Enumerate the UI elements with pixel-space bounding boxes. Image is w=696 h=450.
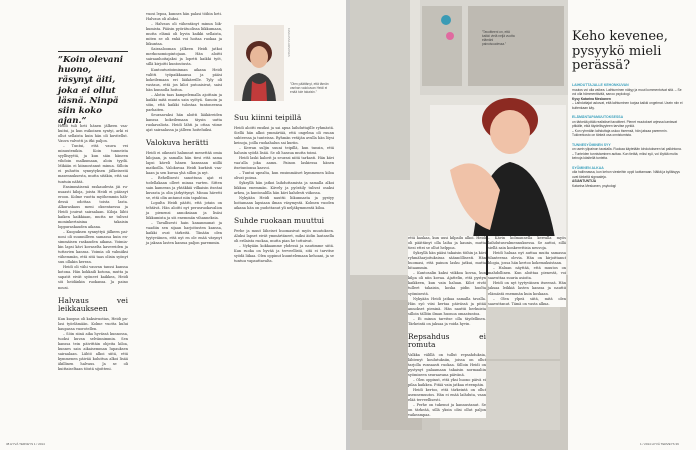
- subheading: Suu kiinni teipillä: [234, 113, 302, 122]
- sidebar-section-heading: TUNNESYÖMINEN SYY: [572, 142, 611, 147]
- paragraph: – Olen oppinut, että yksi huono päivä ei pilaa kaikkea. Pitää vain jatkaa eteenpäin.: [408, 378, 486, 388]
- paragraph: Syksyllä hän jatkoi laihduttamista ja samalla alkoi liikkua enemmän. Kävely ja pyöräily tulivat osaksi arkea, ja kuntosalilla hän kävi kahdesti viikossa.: [234, 181, 334, 196]
- paragraph: – Tavallisesti hain kananmunat ja vaadiin sen sijaan harjoitusten kanssa, kaikki ovat tärkeitä. Tänään olen tyytyväinen, että nyt en ole enää väsynyt ja jaksan lasten kanssa paljon paremmin.: [146, 221, 222, 246]
- paragraph: – Halvaus oli vähentänyt minun liikkumista. Pääsin pyörätuolissa liikkumaan, mutta elämä oli hyvin kaikki sellaista, miten se oli enkä voi hoitaa ruokaa ja liikuntaa.: [146, 22, 222, 47]
- sidebar-paragraph: on tärkeää pitää realistiset tavoitteet. Pienet muutokset arjessa kantavat pitkälle, eikä täydellisyyteen tarvitse pyrkiä.: [572, 119, 678, 128]
- paragraph: Nykyään Heidi jatkaa samalla tavalla. Hän syö viisi kertaa päivässä ja pitää annokset pieninä. Hän nauttii herkuista silloin tällöin ilman huonoa omaatuntoa.: [408, 296, 486, 316]
- kitchen-photo-caption: ”Tavoitteeni on, että kaikki vielä neljä vuotta elämäni painoisuudessa.”: [482, 30, 515, 46]
- paragraph: – Kuopuksen synnyttyä jälkeen painoni oli suunnilleen samassa kuin ensimmäisen raskauden aikana. Voimiakin lapsi kävi kovaselta kavereiden ja tuttavien kanssa. Voimia oli valmiiksi vähemmän, että sitä taas olisin syönyt suu ollakin kerran.: [58, 229, 128, 265]
- paragraph: Heidi haluaa nyt auttaa muita samassa tilanteessa olevia. Hän on kirjoittanut blogia, jossa hän kertoo kokemuksistaan.: [488, 251, 566, 266]
- sidebar-byline: Kysy Katarina Meskanen: [572, 96, 611, 101]
- sidebar-paragraph: olla hallinnassa, kun kehon viesteihin oppii luottamaan. Nälkä ja kylläisyys ovat tärkeitä signaaleja.: [572, 170, 680, 179]
- sidebar-paragraph: muutos voi olla vaikea. Laihtuminen näkyy ja muut kommentoivat sitä. – Se voi olla hämmentävää, sanoo psykologi.: [572, 87, 682, 96]
- paragraph: – Kuntosalin kaksi viikkoa kovaa, kun kilpa oli niin kovaa. Ajattelin, että pystyn kaikkeen, kun vain haluan. Kilot eivät tulleet takaisin, koska pidin huolta syömisestä.: [408, 271, 486, 296]
- paragraph: Ensimmäisenä raskaudesta jäi runsaasti kiloja, joista Heidi ei päässyt eroon. Kolme vuotta myöhemmin hähdessä odottaa toista lasta. Alkuraskaus meni oksentaessa ja Heidi jouivat sairaalaan. Kiloja lähti kaiken kaikkiaan, mutta ne tulivat moninkertaisina takaisin loppuraskauden aikana.: [58, 184, 128, 229]
- subheading: Repsahdus ei romuta: [408, 331, 486, 350]
- sidebar-section-heading: ELÄMÄNTAPAMUUTOKSESSA: [572, 115, 624, 119]
- left-column-3: [234, 108, 334, 264]
- sidebar-section-heading: SYÖMINEN ALKAA: [572, 165, 604, 170]
- pullquote-rule: [58, 51, 128, 52]
- paragraph: Sairaalooman jälkeen Heidi jatkoi merkonomiopintojaan. Hän aloitti sairaanhoitajaksi ja lopetti kaikki työt, sillä kirjoitti kuntoutusta.: [146, 47, 222, 67]
- paragraph: – Tuntui upealta, kun ensimmäiset kymmenen kiloa olivat poissa.: [234, 170, 334, 180]
- subheading: Suhde ruokaan muuttui: [234, 216, 325, 226]
- paragraph: – Ei minun tarvitse olla täydellinen. Tärkeintä on jaksaa ja voida hyvin.: [408, 316, 486, 326]
- paragraph: Heidi oli vähi vauvan tanssi kanssa kotona. Hän kokkaili kotona, mutta ja sapatit eivät syöneet kaikkea, Heidi söi heidänkin ruokansa. Ja paino nousi.: [58, 265, 128, 290]
- left-column-1: [58, 124, 128, 372]
- paragraph: Seuraavaksi hän aloitti lääkäreiden kanssa kokeilemaan täysin uutta ruokavaliota. Heidi lähti ja ottaa viime ajat sairaalassa ja jälleen hoiteluiksi.: [146, 112, 222, 133]
- left-page: [0, 0, 346, 450]
- paragraph: – Haluan näyttää, että muutos on mahdollinen. Kun aloittaa pienestä, voi saavuttaa suuria asioita.: [488, 266, 566, 281]
- sidebar-section-heading: LAIHDUTTAJALLE KEHONKUVAN: [572, 83, 629, 87]
- paragraph: vuosi lepoa, kunnes hän palasi töihin heti. Halvaus oli aluksi.: [146, 12, 222, 22]
- article-headline: Keho kevenee, pysyykö mieli perässä?: [572, 29, 668, 73]
- left-footer: 38 HYVÄ TERVEYS 1 / 2014: [6, 442, 45, 446]
- left-column-2: [146, 12, 222, 247]
- paragraph: Heidi laski kalorit ja seurasi niitä tarkasti. Hän kävi vaa'alla joka aamu. Painon laskiessa hänen itsetuntonsa kasvoi.: [234, 155, 334, 170]
- paragraph: Syksyllä hän pääsi takaisin töihin ja kävi ryhmäharjoituksissa säännöllisesti. Hän huomasi, että painon lasku jatkui, mutta hitaammin.: [408, 251, 486, 271]
- paragraph: – Kerran suljin suuni teipillä, kun tunsin, että halusin syödä lisää. Se oli hassua mutta toimi.: [234, 145, 334, 155]
- photo-credit: KUVA ANNA HIRVONEN: [287, 28, 290, 57]
- sidebar-byline: ASIANTUNTIJA: [572, 179, 597, 183]
- paragraph: Heidi ei oikeasti halunnut menettää omia kilojaan, ja samalla hän tiesi että sama lapsi käveli hänen kanssaan niillä matkoilla. Valokuvaa Heidi kurkisti vaakaan ja sen kuvaa yhä sillon ja nyt.: [146, 150, 222, 175]
- right-footer: 1 / 2014 HYVÄ TERVEYS 39: [640, 442, 679, 446]
- paragraph: Heidi on nyt tyytyväinen itseensä. Hän jaksaa leikkiä lasten kanssa ja nauttii elämästä enemmän kuin koskaan.: [488, 281, 566, 296]
- sidebar-paragraph: – Laihduttajat uskovat, että laihtuminen korjaa kaikki ongelmat. Usein niin ei kuitenkaan käy.: [572, 101, 683, 110]
- subheading: Valokuva herätti: [146, 138, 209, 148]
- sidebar-paragraph: – Tunteiden tunnistaminen auttaa. Kun tietää, miksi syö, voi löytää muita keinoja käsitellä tunteita.: [572, 151, 678, 160]
- paragraph: Lopulta Heidi päätti, että jotain on tehtävä. Hän aloitti nyt perusruokavalion ja pienensi annoksiaan ja lisäsi liikkumista ja söi enemmän vihanneksia.: [146, 201, 222, 221]
- paragraph: Kun kuopus oli kaksivuotias, Heidi palasi työelämään. Kolme vuotta kului kaupassa vuorotellen.: [58, 316, 128, 331]
- paragraph: – Nykyään kokkaamme yhdessä ja nautimme siitä. Kun ruoka on hyvää ja terveellistä, sitä ei tarvitse syödä liikaa. Olen oppinut kuuntelemaan kehoani, ja se tuntuu vapauttavalta.: [234, 243, 334, 264]
- portrait-photo-image: [234, 25, 284, 101]
- right-column-2: [488, 236, 566, 307]
- paragraph: Nykyään Heidi nauttii liikunnasta ja pystyy hoitamaan lapsiaan ilman väsymystä. Kolmen vuoden aikana hän on pudottanut yli neljäkymmentä kiloa.: [234, 196, 334, 211]
- paragraph: Kuntoutustoiminnan aikana Heidi valitti työpaikkaansa ja pääsi kokeilemaan eri lääkäreille. Tyly oli vastaus, että jos kilot putoaisivat, saisi hän kunnolla hoitoa.: [146, 67, 222, 92]
- paragraph: Valkka välillä on tullut repsahduksia, lähtenyt koulutuksiin, joissa on ollut tarjolla runsaasti ruokaa. Silloin Heidi on pystynyt palaamaan takaisin normaaliin syömiseen seuraavana päivänä.: [408, 352, 486, 378]
- expert-sidebar: [572, 78, 684, 188]
- sidebar-paragraph: Katarina Meskanen, psykologi: [572, 183, 616, 188]
- paragraph: – Kävin kolmannella kerralla myös laihdutusvalmennuksessa. Se auttoi, sillä siellä sain konkreettisia neuvoja.: [488, 236, 566, 251]
- paragraph: – Alotin taas kampelemalla ajoittain ja kaikki mitä muuta sain syötyä. Sanoin ja söin, että kaikki tulostaa tuntoneensa parhaiten.: [146, 92, 222, 112]
- subheading: Halvaus vei leikkaukseen: [58, 295, 128, 314]
- paragraph: että kaukaa, kun uusi kilpailu alkoi. Heidi oli päättänyt olla laiha ja kaunis, mutta tiesi ettei se ollut helppoa.: [408, 236, 486, 251]
- paragraph: – Rehellisesti sanottuna ajat ei todellakaan olleet minua varten. Sitten sain kameran ja yhtäkkiä vilkaisin itseäni kuvasta ja olin järkyttynyt. Minua hävetti se, että olin antanut niin tapahtua.: [146, 175, 222, 201]
- paragraph: – Söin siinä aika hyvässä kunnossa, tuoksi kuvan selvännimmin. Sen kanssa tein päivittäin ohjeita kiloa, kunnes sain aikaisemman lupauksen sairaalaan. Lähtö alkoi siitä, että kymmenen päivää kuluttua alkoi lisää äkillinen halvaus. Ja se oli kuittaiseltaan töistä sijoitteni.: [58, 331, 128, 372]
- portrait-photo: [234, 25, 284, 101]
- sidebar-paragraph: on usein ylipainon taustalla. Ruokaa käytetään lohdutukseen tai palkintona.: [572, 147, 682, 151]
- paragraph: Heidi tuli heti hänen jälkeen vaakuitui, ja kun esikoinen syntyi, arki ei ollut sellaista kuin hän oli kuvitellut. Vauva valvotti ja itki paljon.: [58, 124, 128, 144]
- paragraph: Heidi aloitti ensiksi ja sai apua laihduttajille ryhmästä. Siellä hän alkoi ymmärtää, että ongelma oli ruuan suhteessa ja tunteissa. Ryhmän vetäjän avulla hän löysi keinoja, joilla ruokahalun sai kuriin.: [234, 125, 334, 145]
- right-column-1: [408, 236, 486, 418]
- paragraph: – Olen ylpeä siitä, mitä olen saavuttanut. Tämä on vasta alkua.: [488, 296, 566, 306]
- pullquote: ”Koin olevani huono, räsynyt äiti, joka ei ollut läsnä. Ninpä siin koko ajan.”: [58, 55, 123, 127]
- sidebar-paragraph: – Kun ryhmään laihduttaja uskoo itseensä, hän jaksaa paremmin. Tukiverkosto on tärkeä osa onnistumista.: [572, 128, 668, 137]
- paragraph: Heidi kertoo, että tärkeintä on ollut asennemuutos. Hän ei enää laihduta, vaan elää terveellisesti.: [408, 388, 486, 403]
- paragraph: Perhe ja muut läheiset huomasivat myös muutoksen. Aluksi lapset eivät ymmärtäneet, miksi äidin lautasella oli erilaista ruokaa, mutta pian he tottuivat.: [234, 228, 334, 243]
- photo-caption: ”Olen päättänyt, että tämän vanhan valokuvan Heidi ei enää tule takaisin.”: [290, 82, 329, 94]
- paragraph: – Tuntui, että vauva vei minuutenikin. Koin tunneista syyllisyyttä, ja kun säin häneen vihdoin malkumaan, aloin tyydä. Mikään ei kiinnostanut minua. Silloin ei puhuttu synnytyksen jälkeisestä masennuksesta, mutta sitäkin, että sai tuntuin nähtä.: [58, 144, 128, 184]
- paragraph: – Perhe on tukenut ja kannustanut. Se on tärkeää, sillä yksin olisi ollut paljon vaikeampaa.: [408, 403, 486, 418]
